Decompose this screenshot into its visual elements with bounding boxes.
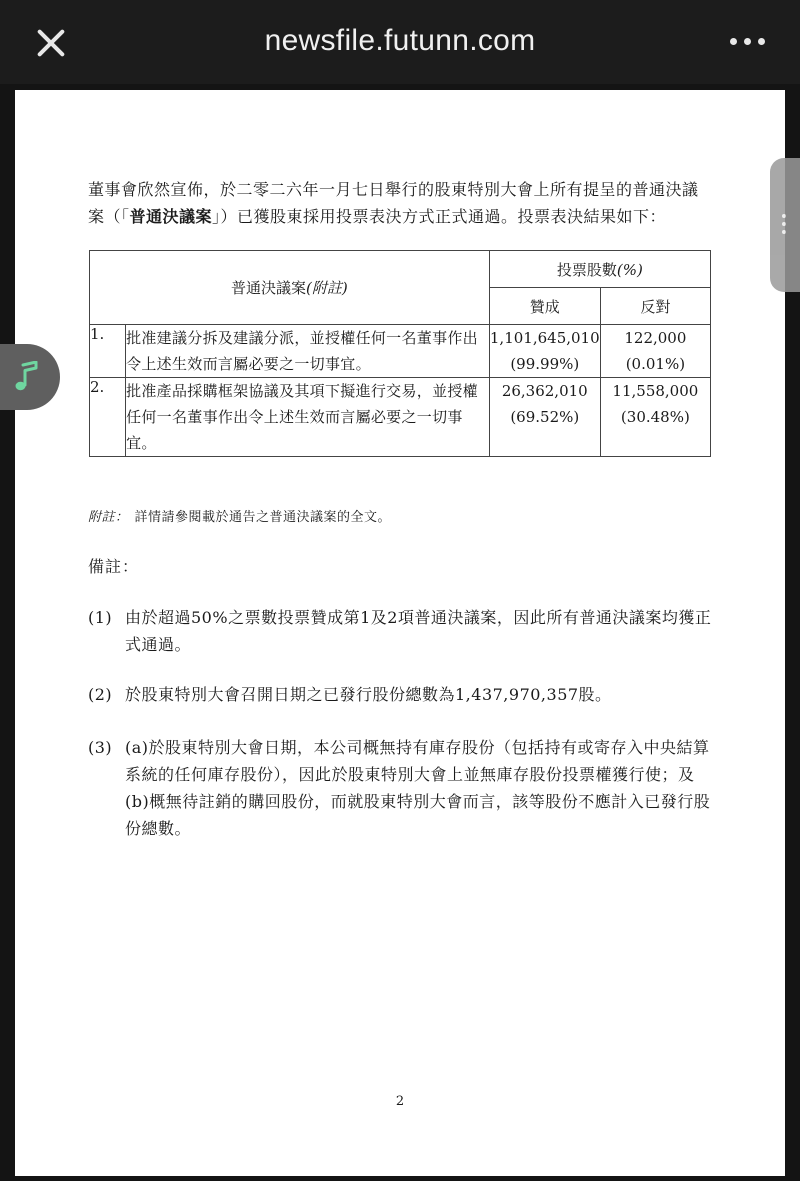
remark-label: (2) xyxy=(88,685,113,704)
against-header: 反對 xyxy=(600,288,710,325)
against-votes: 11,558,000 (30.48%) xyxy=(600,378,710,457)
row-description: 批准產品採購框架協議及其項下擬進行交易，並授權任何一名董事作出令上述生效而言屬必要之一切事宜。 xyxy=(126,378,490,457)
row-number: 1. xyxy=(90,325,126,378)
music-note-icon xyxy=(14,361,40,393)
more-icon[interactable] xyxy=(728,28,768,56)
resolution-header: 普通決議案(附註) xyxy=(90,251,490,325)
voting-results-table xyxy=(89,250,711,457)
remark-label: (1) xyxy=(88,608,113,627)
remark-label: (3) xyxy=(88,738,113,757)
row-number: 2. xyxy=(90,378,126,457)
remarks-title: 備註： xyxy=(88,557,140,576)
drag-handle-icon[interactable] xyxy=(770,158,800,292)
for-votes: 26,362,010 (69.52%) xyxy=(489,378,600,457)
votes-header: 投票股數(%) xyxy=(489,251,710,288)
remark-text: 由於超過50%之票數投票贊成第1及2項普通決議案，因此所有普通決議案均獲正式通過。 xyxy=(125,608,712,654)
intro-bold-term: 普通決議案 xyxy=(129,207,213,226)
table-row xyxy=(90,325,711,378)
votes-header-unit: (%) xyxy=(616,260,643,279)
row-description: 批准建議分拆及建議分派，並授權任何一名董事作出令上述生效而言屬必要之一切事宜。 xyxy=(126,325,490,378)
remark-text: 於股東特別大會召開日期之已發行股份總數為1,437,970,357股。 xyxy=(125,685,612,704)
resolution-header-note: (附註) xyxy=(306,279,348,297)
document-page xyxy=(15,90,785,1176)
remark-text: (a)於股東特別大會日期，本公司概無持有庫存股份（包括持有或寄存入中央結算系統的任何庫存股份），因此於股東特別大會上並無庫存股份投票權獲行使；及(b)概無待註銷的購回股份，而就股東特別大會而言，該等股份不應計入已發行股份總數。 xyxy=(125,738,711,838)
url-title: newsfile.futunn.com xyxy=(264,24,536,57)
browser-top-bar xyxy=(0,0,800,84)
table-row xyxy=(90,378,711,457)
against-votes: 122,000 (0.01%) xyxy=(600,325,710,378)
page-number: 2 xyxy=(395,1094,405,1109)
for-header: 贊成 xyxy=(489,288,600,325)
for-votes: 1,101,645,010 (99.99%) xyxy=(489,325,600,378)
intro-paragraph: 董事會欣然宣佈，於二零二六年一月七日舉行的股東特別大會上所有提呈的普通決議案（「普通決議案」）已獲股東採用投票表決方式正式通過。投票表決結果如下： xyxy=(88,180,699,226)
table-note: 附註： 詳情請參閱載於通告之普通決議案的全文。 xyxy=(88,510,392,525)
